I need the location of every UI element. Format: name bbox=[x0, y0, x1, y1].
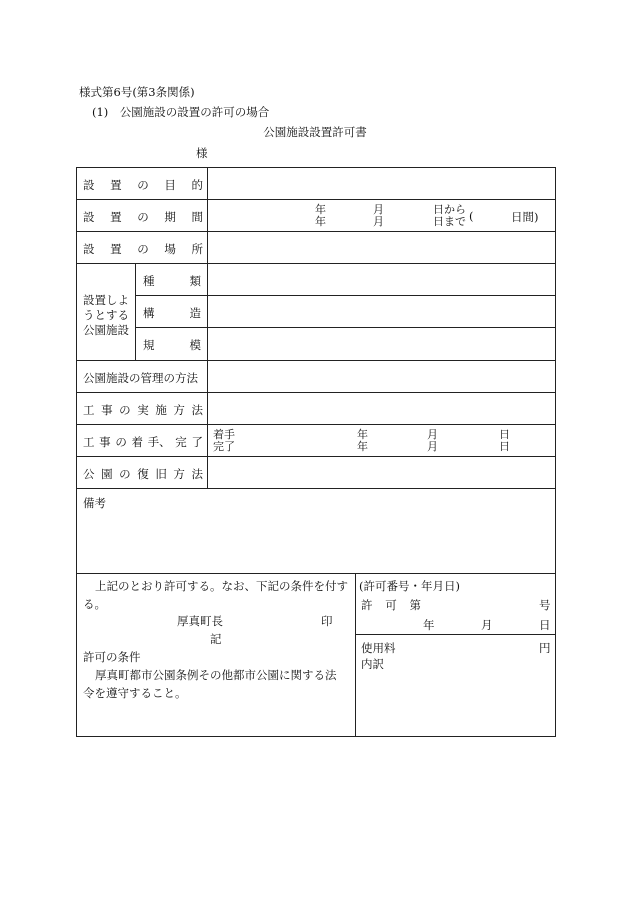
facility-scale-label: 規 模 bbox=[143, 338, 201, 352]
ki-mark: 記 bbox=[210, 632, 222, 646]
period-label: 設 置 の 期 間 bbox=[83, 210, 203, 224]
column-divider bbox=[355, 573, 356, 737]
fee-unit: 円 bbox=[539, 641, 551, 655]
permit-number-suffix: 号 bbox=[539, 598, 551, 612]
period-to-month: 月 bbox=[373, 215, 384, 228]
row-divider bbox=[77, 456, 555, 457]
permit-year: 年 bbox=[423, 618, 435, 632]
facility-group-label: 設置しよ うとする 公園施設 bbox=[83, 293, 129, 337]
column-divider bbox=[207, 168, 208, 488]
remarks-label: 備考 bbox=[83, 496, 106, 510]
fee-label: 使用料 bbox=[361, 641, 396, 655]
period-from-year: 年 bbox=[315, 203, 326, 216]
conditions-line-1: 厚真町都市公園条例その他都市公園に関する法 bbox=[95, 668, 337, 682]
construction-start-day: 日 bbox=[499, 428, 510, 441]
purpose-label: 設 置 の 目 的 bbox=[83, 178, 203, 192]
period-day-from: 日から bbox=[433, 203, 466, 216]
form-number: 様式第6号(第3条関係) bbox=[79, 85, 195, 99]
row-divider bbox=[77, 199, 555, 200]
construction-method-label: 工 事 の 実 施 方 法 bbox=[83, 403, 203, 417]
facility-structure-label: 構 造 bbox=[143, 306, 201, 320]
facility-kind-label: 種 類 bbox=[143, 274, 201, 288]
permit-day: 日 bbox=[539, 618, 551, 632]
period-days-open: ( bbox=[469, 209, 474, 223]
row-divider bbox=[77, 488, 555, 489]
period-day-to: 日まで bbox=[433, 215, 466, 228]
management-label: 公園施設の管理の方法 bbox=[83, 371, 198, 385]
construction-start-year: 年 bbox=[357, 428, 368, 441]
permit-header: (許可番号・年月日) bbox=[359, 579, 460, 593]
permit-number-label: 許 可 第 bbox=[361, 598, 421, 612]
construction-end-label: 完了 bbox=[213, 440, 235, 453]
period-to-year: 年 bbox=[315, 215, 326, 228]
construction-end-month: 月 bbox=[427, 440, 438, 453]
permit-month: 月 bbox=[481, 618, 493, 632]
row-divider bbox=[77, 263, 555, 264]
period-from-month: 月 bbox=[373, 203, 384, 216]
breakdown-label: 内訳 bbox=[361, 657, 384, 671]
permit-form-table bbox=[76, 167, 556, 737]
construction-end-year: 年 bbox=[357, 440, 368, 453]
approval-line-1: 上記のとおり許可する。なお、下記の条件を付す bbox=[95, 579, 348, 593]
location-label: 設 置 の 場 所 bbox=[83, 242, 203, 256]
addressee-suffix: 様 bbox=[196, 146, 208, 160]
mayor-title: 厚真町長 bbox=[177, 614, 223, 628]
document-title: 公園施設設置許可書 bbox=[263, 125, 367, 139]
restoration-label: 公 園 の 復 旧 方 法 bbox=[83, 467, 203, 481]
row-divider bbox=[135, 295, 555, 296]
row-divider bbox=[355, 634, 555, 635]
row-divider bbox=[135, 327, 555, 328]
conditions-title: 許可の条件 bbox=[83, 650, 141, 664]
period-days-close: 日間) bbox=[511, 210, 539, 224]
conditions-line-2: 令を遵守すること。 bbox=[83, 686, 187, 700]
section-heading: (1) 公園施設の設置の許可の場合 bbox=[92, 105, 270, 119]
row-divider bbox=[77, 360, 555, 361]
column-divider bbox=[135, 263, 136, 360]
row-divider bbox=[77, 573, 555, 574]
construction-end-day: 日 bbox=[499, 440, 510, 453]
approval-line-2: る。 bbox=[83, 597, 106, 611]
seal-mark: 印 bbox=[321, 614, 333, 628]
row-divider bbox=[77, 231, 555, 232]
construction-start-label: 着手 bbox=[213, 428, 235, 441]
construction-start-month: 月 bbox=[427, 428, 438, 441]
row-divider bbox=[77, 424, 555, 425]
construction-period-label: 工 事 の 着 手、 完 了 bbox=[83, 435, 203, 449]
row-divider bbox=[77, 392, 555, 393]
